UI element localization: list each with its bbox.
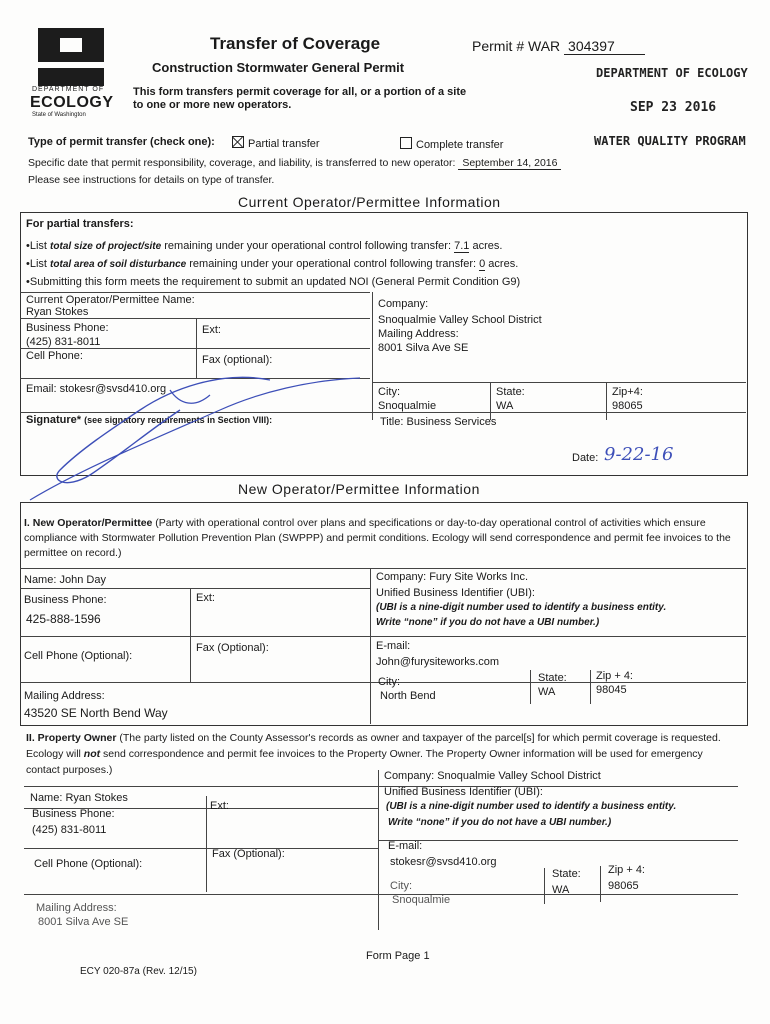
current-state-label: State: bbox=[496, 386, 525, 398]
bullet1-text: remaining under your operational control following transfer: bbox=[164, 240, 452, 252]
property-owner-intro-text: (The party listed on the County Assessor's records as owner and taxpayer of the parcel[s] for which permit coverage is requested. Ecology will bbox=[26, 732, 721, 760]
current-title-field[interactable]: Business Services bbox=[406, 416, 497, 428]
current-name-field[interactable]: Ryan Stokes bbox=[26, 306, 89, 318]
owner-email-field[interactable]: stokesr@svsd410.org bbox=[390, 856, 497, 868]
soil-disturbance-value[interactable]: 0 bbox=[479, 258, 486, 270]
partial-transfer-option[interactable] bbox=[232, 136, 320, 150]
owner-city-field[interactable]: Snoqualmie bbox=[392, 894, 451, 906]
current-zip-label: Zip+4: bbox=[612, 386, 643, 398]
owner-company-field[interactable]: Snoqualmie Valley School District bbox=[437, 770, 601, 782]
project-size-value[interactable]: 7.1 bbox=[454, 240, 470, 252]
bullet1-unit: acres. bbox=[472, 240, 503, 252]
new-name-field[interactable]: John Day bbox=[59, 574, 106, 586]
new-fax-label: Fax (Optional): bbox=[196, 642, 269, 654]
current-name-label: Current Operator/Permittee Name: bbox=[26, 294, 195, 306]
new-mailing-field[interactable]: 43520 SE North Bend Way bbox=[24, 706, 168, 720]
owner-name-label: Name: bbox=[30, 792, 63, 804]
partial-transfer-label: Partial transfer bbox=[248, 138, 320, 150]
owner-zip-label: Zip + 4: bbox=[608, 864, 645, 876]
complete-transfer-option[interactable] bbox=[400, 137, 503, 151]
owner-ext-label: Ext: bbox=[210, 800, 229, 812]
bullet2-text: remaining under your operational control following transfer: bbox=[189, 258, 477, 270]
owner-mailing-field[interactable]: 8001 Silva Ave SE bbox=[38, 916, 129, 928]
new-zip-field[interactable]: 98045 bbox=[596, 684, 627, 696]
signature-note: (see signatory requirements in Section VIII): bbox=[84, 415, 273, 425]
new-email-field[interactable]: John@furysiteworks.com bbox=[376, 656, 500, 668]
date-label: Date: bbox=[572, 452, 599, 464]
ecology-logo bbox=[30, 28, 112, 118]
received-stamp-date: SEP 23 2016 bbox=[630, 100, 717, 115]
current-ext-label: Ext: bbox=[202, 324, 221, 336]
received-stamp-program: WATER QUALITY PROGRAM bbox=[594, 134, 746, 148]
current-company-field[interactable]: Snoqualmie Valley School District bbox=[378, 314, 542, 326]
new-name-label: Name: bbox=[24, 574, 57, 586]
new-email-label: E-mail: bbox=[376, 640, 411, 652]
current-city-label: City: bbox=[378, 386, 400, 398]
project-size-bullet: •List total size of project/site remaining under your operational control following transfer: 7.1 acres. bbox=[26, 240, 503, 252]
owner-phone-field[interactable]: (425) 831-8011 bbox=[32, 824, 107, 836]
logo-state: State of Washington bbox=[32, 112, 86, 118]
new-operator-heading: New Operator/Permittee Information bbox=[238, 481, 480, 497]
owner-ubi-note: (UBI is a nine-digit number used to identify a business entity. bbox=[386, 801, 677, 812]
property-owner-not: not bbox=[83, 748, 101, 760]
new-state-field[interactable]: WA bbox=[538, 686, 556, 698]
form-id: ECY 020-87a (Rev. 12/15) bbox=[80, 966, 197, 977]
current-phone-field[interactable]: (425) 831-8011 bbox=[26, 336, 101, 348]
permit-number-line bbox=[472, 38, 645, 54]
owner-city-label: City: bbox=[390, 880, 412, 892]
complete-transfer-label: Complete transfer bbox=[416, 139, 504, 151]
owner-company-line bbox=[384, 770, 601, 782]
new-phone-label: Business Phone: bbox=[24, 594, 107, 606]
new-operator-intro-text: (Party with operational control over plans and specifications or day-to-day operational control of activities which ensure compliance with Stormwater Pollution Prevention Plan (SWPPP) and permit conditions. Ecology will send correspondence and permit fee invoices to the permittee on record.) bbox=[24, 517, 731, 559]
new-ubi-label: Unified Business Identifier (UBI): bbox=[376, 587, 535, 599]
current-zip-field[interactable]: 98065 bbox=[612, 400, 643, 412]
new-operator-intro-label: I. New Operator/Permittee bbox=[24, 517, 153, 529]
bullet1-lead: List bbox=[29, 240, 47, 252]
owner-email-label: E-mail: bbox=[388, 840, 423, 852]
new-operator-intro bbox=[24, 516, 740, 561]
current-mailing-label: Mailing Address: bbox=[378, 328, 459, 340]
owner-name-line bbox=[30, 792, 128, 804]
new-cell-label: Cell Phone (Optional): bbox=[24, 650, 133, 662]
new-ubi-note: (UBI is a nine-digit number used to identify a business entity. bbox=[376, 602, 667, 613]
complete-transfer-checkbox[interactable] bbox=[400, 137, 412, 149]
owner-phone-label: Business Phone: bbox=[32, 808, 115, 820]
current-fax-label: Fax (optional): bbox=[202, 354, 273, 366]
current-city-field[interactable]: Snoqualmie bbox=[378, 400, 437, 412]
current-operator-heading: Current Operator/Permittee Information bbox=[238, 194, 501, 210]
current-phone-label: Business Phone: bbox=[26, 322, 109, 334]
new-mailing-label: Mailing Address: bbox=[24, 690, 105, 702]
owner-company-label: Company: bbox=[384, 770, 435, 782]
transfer-date-label: Specific date that permit responsibility, coverage, and liability, is transferred to new operator: bbox=[28, 157, 456, 169]
permit-number[interactable]: 304397 bbox=[564, 38, 645, 55]
partial-transfers-heading: For partial transfers: bbox=[26, 218, 134, 230]
new-state-label: State: bbox=[538, 672, 567, 684]
new-zip-label: Zip + 4: bbox=[596, 670, 633, 682]
logo-agency-name: ECOLOGY bbox=[30, 94, 114, 111]
current-company-label: Company: bbox=[378, 298, 429, 310]
property-owner-intro-text2: send correspondence and permit fee invoices to the Property Owner. The Property Owner information will be used for emergency contact purposes.) bbox=[26, 748, 703, 776]
new-name-line bbox=[24, 574, 106, 586]
new-city-field[interactable]: North Bend bbox=[380, 690, 436, 702]
property-owner-intro-label: II. Property Owner bbox=[26, 732, 117, 744]
transfer-instructions: Please see instructions for details on type of transfer. bbox=[28, 174, 275, 186]
signature-label: Signature* bbox=[26, 414, 82, 426]
current-email-label: Email: bbox=[26, 383, 57, 395]
owner-fax-label: Fax (Optional): bbox=[212, 848, 285, 860]
owner-cell-label: Cell Phone (Optional): bbox=[34, 858, 143, 870]
transfer-date-line bbox=[28, 157, 561, 169]
new-ext-label: Ext: bbox=[196, 592, 215, 604]
page-number: Form Page 1 bbox=[366, 950, 430, 962]
owner-mailing-label: Mailing Address: bbox=[36, 902, 117, 914]
bullet2-lead: List bbox=[29, 258, 47, 270]
noi-bullet: •Submitting this form meets the requirement to submit an updated NOI (General Permit Condition G9) bbox=[26, 276, 521, 288]
current-title-label: Title: bbox=[380, 416, 404, 428]
owner-zip-field[interactable]: 98065 bbox=[608, 880, 639, 892]
bullet2-unit: acres. bbox=[488, 258, 519, 270]
noi-text: Submitting this form meets the requirement to submit an updated NOI (General Permit Condition G9) bbox=[29, 276, 521, 288]
handwritten-date[interactable]: 9-22-16 bbox=[604, 444, 674, 465]
transfer-type-label: Type of permit transfer (check one): bbox=[28, 136, 215, 148]
current-cell-label: Cell Phone: bbox=[26, 350, 83, 362]
owner-state-label: State: bbox=[552, 868, 581, 880]
partial-transfer-checkbox[interactable] bbox=[232, 136, 244, 148]
new-phone-field[interactable]: 425-888-1596 bbox=[26, 612, 101, 626]
new-company-field[interactable]: Fury Site Works Inc. bbox=[429, 571, 529, 583]
current-state-field[interactable]: WA bbox=[496, 400, 514, 412]
permit-label: Permit # WAR bbox=[472, 38, 561, 54]
property-owner-intro bbox=[26, 730, 726, 778]
new-city-label: City: bbox=[378, 676, 400, 688]
logo-department: DEPARTMENT OF bbox=[32, 86, 105, 93]
current-email-field[interactable]: stokesr@svsd410.org bbox=[59, 383, 167, 395]
owner-name-field[interactable]: Ryan Stokes bbox=[65, 792, 128, 804]
form-subtitle: Construction Stormwater General Permit bbox=[152, 60, 405, 75]
current-mailing-field[interactable]: 8001 Silva Ave SE bbox=[378, 342, 469, 354]
bullet1-emph: total size of project/site bbox=[50, 241, 162, 252]
new-company-label: Company: bbox=[376, 571, 427, 583]
owner-ubi-note2: Write “none” if you do not have a UBI number.) bbox=[388, 817, 612, 828]
new-company-line bbox=[376, 571, 528, 583]
form-description: This form transfers permit coverage for all, or a portion of a site to one or more new operators. bbox=[133, 86, 467, 111]
transfer-date-value[interactable]: September 14, 2016 bbox=[458, 157, 561, 170]
soil-disturbance-bullet: •List total area of soil disturbance remaining under your operational control following transfer: 0 acres. bbox=[26, 258, 519, 270]
bullet2-emph: total area of soil disturbance bbox=[50, 259, 187, 270]
received-stamp-agency: DEPARTMENT OF ECOLOGY bbox=[596, 66, 748, 80]
form-title: Transfer of Coverage bbox=[210, 34, 381, 53]
owner-state-field[interactable]: WA bbox=[552, 884, 570, 896]
ecology-logo-mark bbox=[38, 28, 104, 86]
new-ubi-note2: Write “none” if you do not have a UBI number.) bbox=[376, 617, 600, 628]
owner-ubi-label: Unified Business Identifier (UBI): bbox=[384, 786, 543, 798]
